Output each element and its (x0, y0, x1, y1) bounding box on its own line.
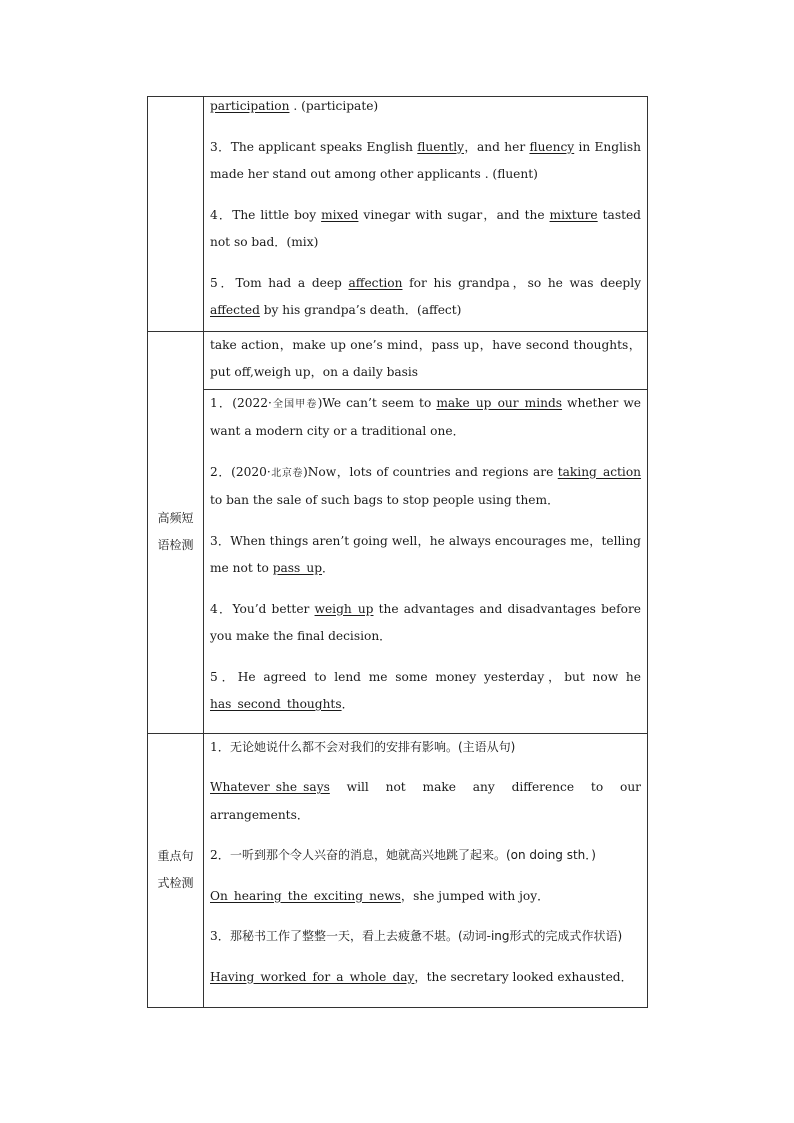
answer-blank: weigh_up (314, 601, 374, 616)
list-item: 3．The applicant speaks English fluently，and her fluency in English made her stand out among other applicants . (fluent) (210, 139, 641, 181)
list-item: 2．(2020·北京卷)Now，lots of countries and regions are taking_action to ban the sale of such bags to stop people using them． (210, 464, 642, 507)
answer-blank: Having_worked_for_a_whole_day (210, 969, 415, 984)
answer-blank: fluency (529, 139, 575, 154)
list-item: 4．You’d better weigh_up the advantages and disadvantages before you make the final decision． (210, 601, 641, 643)
answer-blank: pass_up (272, 561, 323, 575)
list-item: 5．He agreed to lend me some money yesterday，but now he has_second_thoughts． (210, 669, 641, 711)
section-label: 高频短语检测 (148, 331, 204, 733)
list-item: 4．The little boy mixed vinegar with sugar，and the mixture tasted not so bad．(mix) (210, 207, 641, 249)
answer-line: Whatever_she_says will not make any difference to our arrangements． (210, 780, 641, 822)
answer-blank: Whatever_she_says (210, 780, 330, 794)
list-item: 3．那秘书工作了整整一天，看上去疲惫不堪。(动词-ing形式的完成式作状语) (210, 929, 623, 943)
section-key-sentences (148, 733, 648, 1008)
section-phrases-exercises (148, 389, 648, 733)
phrase-bank: take action，make up one’s mind，pass up，have second thoughts，put off,weigh up，on a daily basis (210, 337, 641, 379)
list-item: 3．When things aren’t going well，he always encourages me，telling me not to pass_up． (210, 533, 641, 575)
section-label: 重点句式检测 (148, 733, 204, 1008)
section-label (148, 97, 204, 332)
answer-blank: affection (348, 275, 403, 290)
answer-line: participation . (participate) (210, 99, 379, 113)
section-word-forms (148, 97, 648, 332)
answer-line: Having_worked_for_a_whole_day，the secretary looked exhausted． (210, 969, 633, 984)
answer-blank: taking_action (557, 464, 642, 479)
section-phrases-list (148, 331, 648, 389)
answer-blank: mixture (549, 207, 598, 222)
answer-blank: has_second_thoughts (210, 697, 342, 711)
answer-blank: make_up_our_minds (436, 395, 563, 410)
list-item: 1．(2022·全国甲卷)We can’t seem to make_up_our_minds whether we want a modern city or a traditional one． (210, 395, 641, 438)
list-item: 2．一听到那个令人兴奋的消息，她就高兴地跳了起来。(on doing sth．) (210, 848, 596, 862)
answer-line: On_hearing_the_exciting_news，she jumped with joy． (210, 888, 550, 903)
answer-blank: affected (210, 303, 260, 317)
answer-blank: fluently (417, 139, 465, 154)
list-item: 5．Tom had a deep affection for his grandpa，so he was deeply affected by his grandpa’s death．(affect) (210, 275, 641, 317)
answer-blank: mixed (321, 207, 359, 222)
answer-blank: On_hearing_the_exciting_news (210, 888, 401, 903)
answer-blank: participation (210, 99, 290, 113)
exercise-table (147, 96, 648, 1008)
list-item: 1．无论她说什么都不会对我们的安排有影响。(主语从句) (210, 739, 516, 754)
